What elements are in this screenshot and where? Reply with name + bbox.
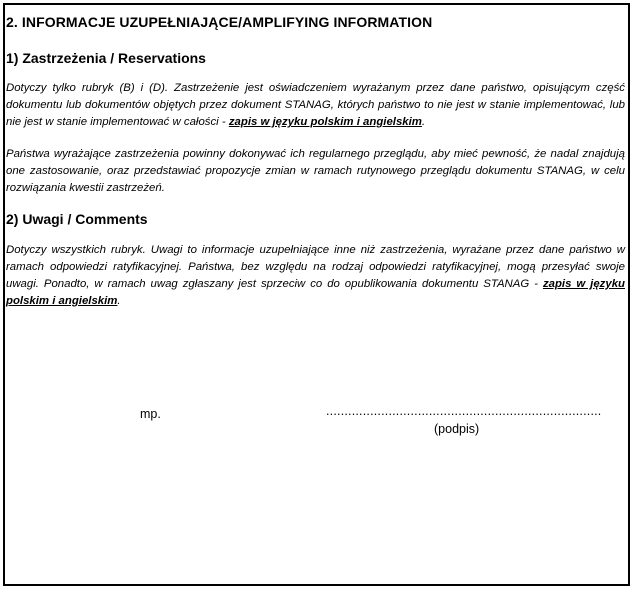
- reservations-paragraph-1: [6, 80, 625, 131]
- section-heading: 2. INFORMACJE UZUPEŁNIAJĄCE/AMPLIFYING INFORMATION: [6, 14, 433, 30]
- stamp-label: mp.: [140, 407, 161, 421]
- comments-paragraph-end: .: [117, 295, 121, 307]
- signature-line: ...........................................................................: [326, 404, 602, 418]
- signature-label: (podpis): [434, 422, 480, 436]
- reservations-paragraph-1-end: .: [421, 116, 426, 128]
- comments-paragraph-text: Dotyczy wszystkich rubryk. Uwagi to informacje uzupełniające inne niż zastrzeżenia, wyrażane przez dane państwo w ramach odpowiedzi ratyfikacyjnej. Państwa, bez względu na rodzaj odpowiedzi ratyfikacyjnej, mogą przesyłać swoje uwagi. Ponadto, w ramach uwag zgłaszany jest sprzeciw co do opublikowania dokumentu STANAG -: [6, 244, 625, 290]
- comments-paragraph-emphasis: zapis w języku polskim i angielskim: [6, 278, 625, 307]
- comments-title: 2) Uwagi / Comments: [6, 211, 148, 227]
- reservations-paragraph-1-emphasis: zapis w języku polskim i angielskim: [228, 116, 422, 128]
- reservations-paragraph-2: Państwa wyrażające zastrzeżenia powinny dokonywać ich regularnego przeglądu, aby mieć pewność, że nadal znajdują one zastosowanie, oraz przedstawiać propozycje zmian w ramach rutynowego przeglądu dokumentu STANAG, w celu rozwiązania kwestii zastrzeżeń.: [6, 148, 625, 194]
- reservations-paragraph-1-text: Dotyczy tylko rubryk (B) i (D). Zastrzeżenie jest oświadczeniem wyrażanym przez dane państwo, opisującym część dokumentu lub dokumentów objętych przez dokument STANAG, których państwo to nie jest w stanie implementować, lub nie jest w stanie implementować w całości -: [6, 82, 625, 128]
- comments-paragraph: [6, 242, 625, 310]
- reservations-title: 1) Zastrzeżenia / Reservations: [6, 50, 206, 66]
